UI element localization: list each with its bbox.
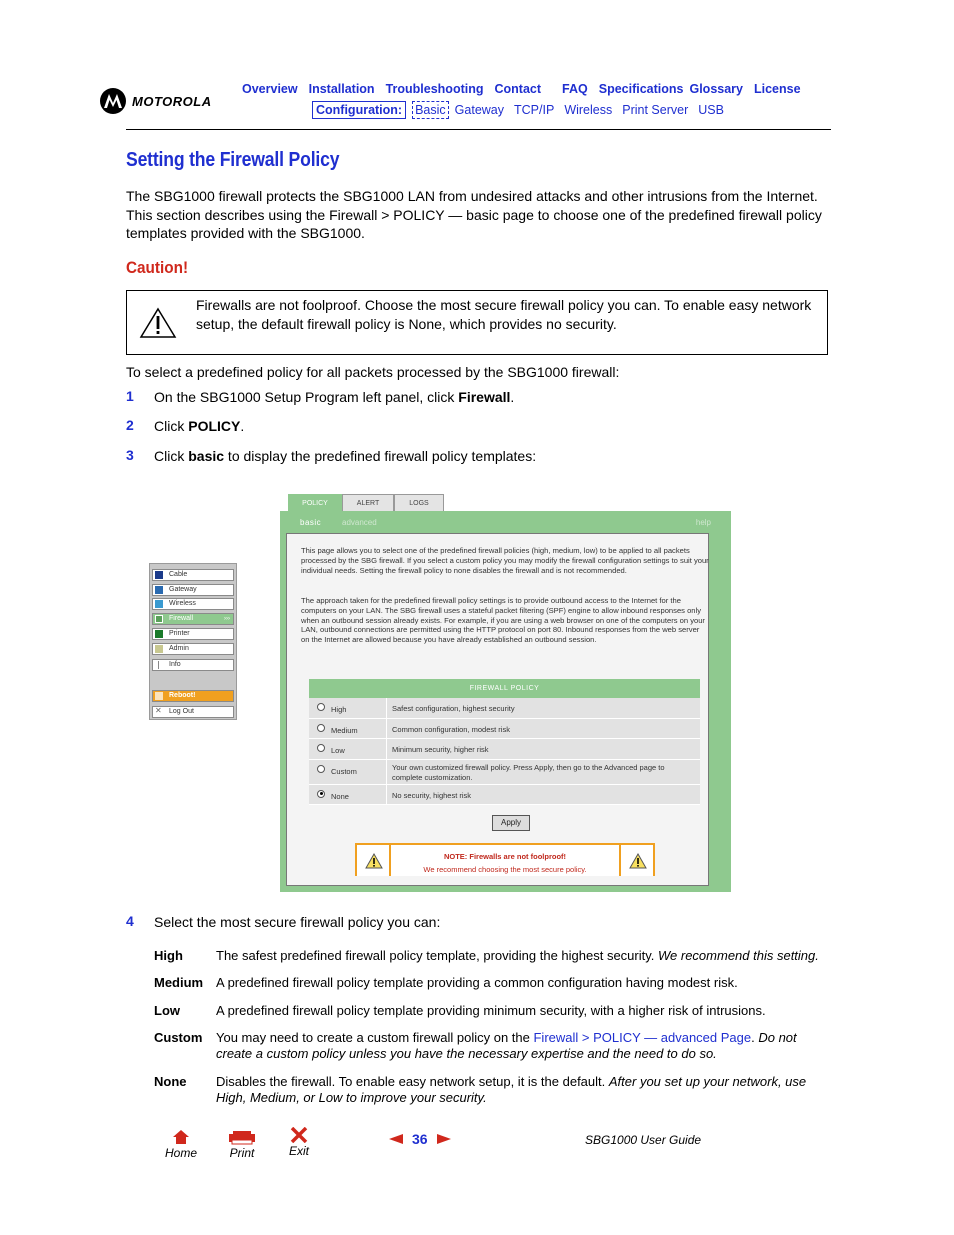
policy-row-custom[interactable]: Custom Your own customized firewall policy. Press Apply, then go to the Advanced page to complete customization. bbox=[309, 760, 700, 785]
radio-high[interactable] bbox=[317, 703, 325, 711]
nav-basic[interactable]: Basic bbox=[412, 101, 449, 119]
previous-page-icon[interactable] bbox=[388, 1133, 404, 1145]
step-text: Select the most secure firewall policy you can: bbox=[154, 914, 441, 930]
step-number: 3 bbox=[126, 447, 134, 463]
nav-contact[interactable]: Contact bbox=[494, 82, 542, 96]
policy-row-none[interactable]: None No security, highest risk bbox=[309, 785, 700, 806]
tab-logs[interactable]: LOGS bbox=[394, 494, 444, 511]
nav-gateway[interactable]: Gateway bbox=[454, 103, 505, 117]
policy-row-medium[interactable]: Medium Common configuration, modest risk bbox=[309, 719, 700, 740]
nav-usb[interactable]: USB bbox=[698, 103, 724, 117]
firewall-tabs bbox=[288, 494, 444, 511]
policy-content bbox=[286, 533, 709, 886]
home-button[interactable]: Home bbox=[163, 1129, 199, 1160]
term-custom: Custom bbox=[154, 1030, 203, 1045]
definition-medium: A predefined firewall policy template providing a common configuration having modest risk. bbox=[216, 975, 738, 990]
radio-medium[interactable] bbox=[317, 724, 325, 732]
caution-text: Firewalls are not foolproof. Choose the most secure firewall policy you can. To enable easy network setup, the default firewall policy is None, which provides no security. bbox=[196, 297, 812, 332]
nav-configuration[interactable]: Configuration: bbox=[312, 101, 406, 119]
close-icon: ✕ bbox=[155, 706, 162, 715]
term-low: Low bbox=[154, 1003, 180, 1018]
term-none: None bbox=[154, 1074, 187, 1089]
reboot-button[interactable]: Reboot! bbox=[152, 690, 234, 702]
policy-row-low[interactable]: Low Minimum security, higher risk bbox=[309, 739, 700, 760]
nav-license[interactable]: License bbox=[754, 82, 801, 96]
nav-print-server[interactable]: Print Server bbox=[622, 103, 689, 117]
term-medium: Medium bbox=[154, 975, 204, 990]
guide-title: SBG1000 User Guide bbox=[585, 1133, 702, 1147]
step-text: On the SBG1000 Setup Program left panel, click Firewall. bbox=[154, 389, 515, 405]
step-text: Click basic to display the predefined firewall policy templates: bbox=[154, 448, 537, 464]
menu-item-wireless[interactable]: Wireless bbox=[152, 598, 234, 610]
page-title: Setting the Firewall Policy bbox=[126, 149, 340, 171]
nav-specifications[interactable]: Specifications bbox=[598, 82, 684, 96]
logout-button[interactable]: ✕ Log Out bbox=[152, 706, 234, 718]
printer-icon bbox=[228, 1131, 256, 1145]
definition-none: Disables the firewall. To enable easy network setup, it is the default. After you set up your network, use High, Medium, or Low to improve your security. bbox=[216, 1074, 807, 1105]
exit-button[interactable]: Exit bbox=[285, 1127, 313, 1158]
motorola-batwing-icon bbox=[100, 88, 126, 114]
nav-faq[interactable]: FAQ bbox=[562, 82, 588, 96]
nav-installation[interactable]: Installation bbox=[308, 82, 375, 96]
definition-low: A predefined firewall policy template providing minimum security, with a higher risk of intrusions. bbox=[216, 1003, 766, 1018]
close-icon bbox=[290, 1127, 308, 1143]
subnav-basic[interactable]: basic bbox=[300, 518, 322, 527]
config-nav bbox=[312, 101, 734, 119]
definition-custom: You may need to create a custom firewall policy on the Firewall > POLICY — advanced Page. Do not create a custom policy unless you have the necessary expertise and the need to do so. bbox=[216, 1030, 797, 1061]
policy-row-high[interactable]: High Safest configuration, highest security bbox=[309, 698, 700, 719]
print-button[interactable]: Print bbox=[226, 1131, 258, 1160]
firewall-policy-panel bbox=[280, 511, 731, 892]
header-divider bbox=[126, 129, 831, 130]
intro-paragraph: The SBG1000 firewall protects the SBG1000 LAN from undesired attacks and other intrusions from the Internet. This section describes using the Firewall > POLICY — basic page to choose one of the predefined firewall policy templates provided with the SBG1000. bbox=[126, 188, 822, 241]
subnav-advanced[interactable]: advanced bbox=[342, 518, 377, 527]
radio-none[interactable] bbox=[317, 790, 325, 798]
warning-icon bbox=[629, 853, 647, 869]
menu-item-admin[interactable]: Admin bbox=[152, 643, 234, 655]
warning-icon bbox=[365, 853, 383, 869]
warning-icon bbox=[139, 307, 177, 342]
menu-item-info[interactable]: Info bbox=[152, 659, 234, 671]
firewall-note bbox=[355, 843, 655, 876]
setup-left-menu bbox=[149, 563, 237, 720]
top-nav bbox=[242, 82, 812, 96]
caution-heading: Caution! bbox=[126, 258, 189, 277]
note-title: NOTE: Firewalls are not foolproof! bbox=[443, 852, 567, 861]
advanced-page-link[interactable]: Firewall > POLICY — advanced Page bbox=[533, 1030, 752, 1045]
home-icon bbox=[172, 1129, 190, 1145]
table-header: FIREWALL POLICY bbox=[309, 679, 700, 698]
next-page-icon[interactable] bbox=[436, 1133, 452, 1145]
tab-policy[interactable]: POLICY bbox=[288, 494, 342, 511]
step-text: Click POLICY. bbox=[154, 418, 245, 434]
caution-box bbox=[126, 290, 828, 355]
firewall-policy-table bbox=[309, 679, 700, 805]
step-number: 4 bbox=[126, 913, 134, 929]
nav-overview[interactable]: Overview bbox=[242, 82, 298, 96]
term-high: High bbox=[154, 948, 183, 963]
menu-item-firewall[interactable]: Firewall ››› bbox=[152, 613, 234, 625]
nav-glossary[interactable]: Glossary bbox=[689, 82, 743, 96]
radio-custom[interactable] bbox=[317, 765, 325, 773]
nav-tcpip[interactable]: TCP/IP bbox=[514, 103, 555, 117]
note-text: We recommend choosing the most secure policy. bbox=[423, 865, 587, 874]
nav-wireless[interactable]: Wireless bbox=[564, 103, 613, 117]
menu-item-printer[interactable]: Printer bbox=[152, 628, 234, 640]
select-intro: To select a predefined policy for all packets processed by the SBG1000 firewall: bbox=[126, 364, 620, 380]
help-link[interactable]: help bbox=[695, 518, 711, 527]
policy-approach: The approach taken for the predefined firewall policy settings is to provide outbound access to the Internet for the computers on your LAN. The SBG firewall uses a stateful packet filtering (SPF) engine to allow inbound responses only when an outbound session already exists. For example, if you are using a web browser on one of the computers on your LAN, outbound connections are permitted using the HTTP protocol on port 80. Inbound responses from the web server on the Internet are allowed because you have already established an outbound session. bbox=[301, 596, 705, 645]
motorola-logo bbox=[100, 88, 212, 114]
nav-troubleshooting[interactable]: Troubleshooting bbox=[385, 82, 484, 96]
pager bbox=[388, 1131, 452, 1147]
definition-high: The safest predefined firewall policy template, providing the highest security. We recommend this setting. bbox=[216, 948, 819, 963]
tab-alert[interactable]: ALERT bbox=[342, 494, 394, 511]
policy-description: This page allows you to select one of the predefined firewall policies (high, medium, low) to be applied to all packets processed by the SBG firewall. If you select a custom policy you may modify the firewall configuration settings to suit your individual needs. Setting the firewall policy to none disables the firewall and is not recommended. bbox=[301, 546, 709, 575]
step-number: 2 bbox=[126, 417, 134, 433]
step-number: 1 bbox=[126, 388, 134, 404]
menu-item-gateway[interactable]: Gateway bbox=[152, 584, 234, 596]
page-number: 36 bbox=[412, 1131, 428, 1147]
brand-name: MOTOROLA bbox=[132, 93, 212, 109]
apply-button[interactable]: Apply bbox=[492, 815, 530, 831]
menu-item-cable[interactable]: Cable bbox=[152, 569, 234, 581]
radio-low[interactable] bbox=[317, 744, 325, 752]
